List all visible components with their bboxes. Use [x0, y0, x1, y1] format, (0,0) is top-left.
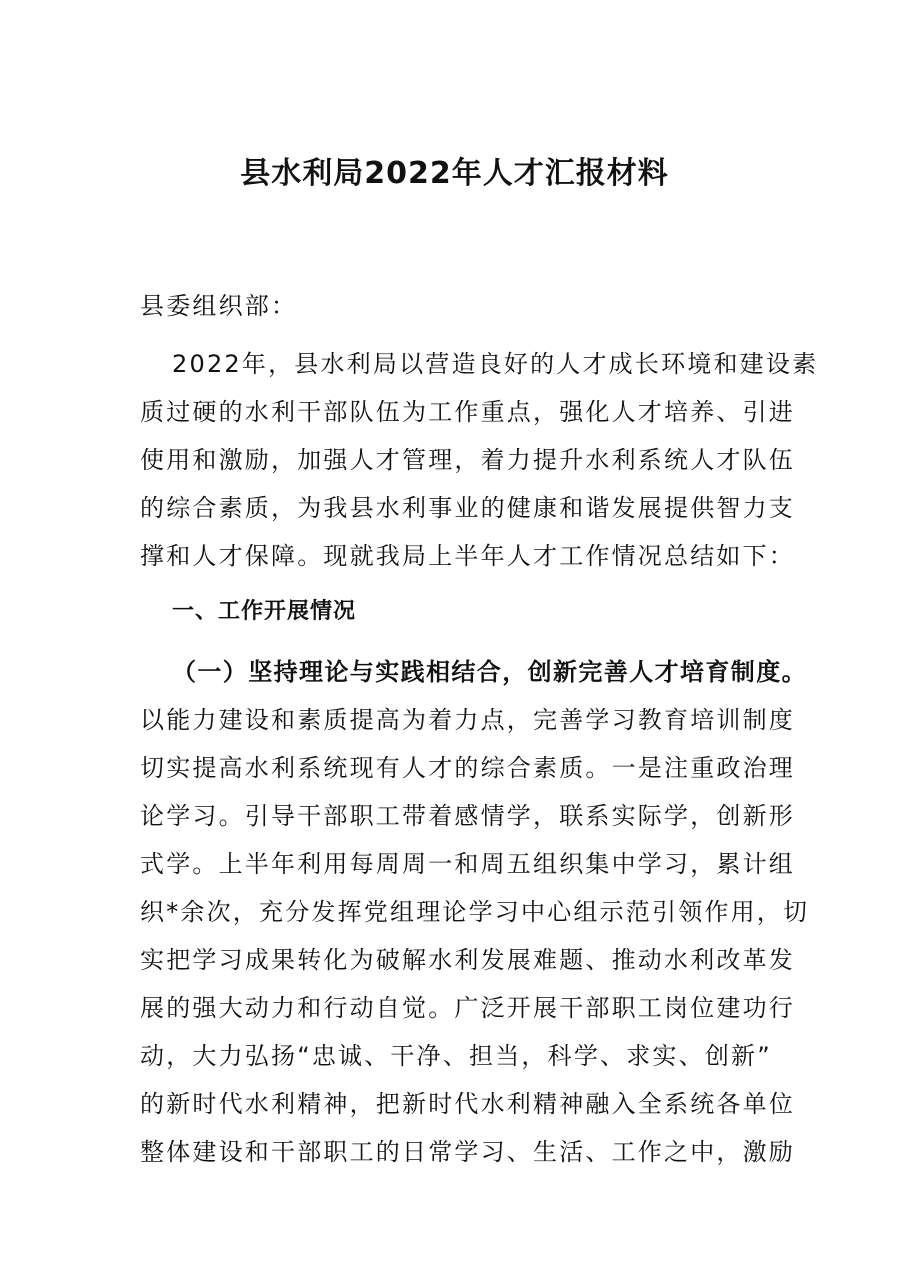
intro-line: 2022年，县水利局以营造良好的人才成长环境和建设素 — [172, 350, 819, 378]
body-line: 整体建设和干部职工的日常学习、生活、工作之中，激励 — [140, 1138, 795, 1166]
document-title: 县水利局2022年人才汇报材料 — [240, 156, 669, 191]
section-heading: 一、工作开展情况 — [172, 599, 357, 624]
body-line: 展的强大动力和行动自觉。广泛开展干部职工岗位建功行 — [140, 994, 795, 1022]
subsection-heading: （一）坚持理论与实践相结合，创新完善人才培育制度。 — [172, 658, 807, 686]
body-line: 实把学习成果转化为破解水利发展难题、推动水利改革发 — [140, 946, 795, 974]
body-line: 切实提高水利系统现有人才的综合素质。一是注重政治理 — [140, 754, 795, 782]
body-line: 论学习。引导干部职工带着感情学，联系实际学，创新形 — [140, 802, 795, 830]
intro-line: 撑和人才保障。现就我局上半年人才工作情况总结如下： — [140, 542, 795, 570]
body-line: 动，大力弘扬“忠诚、干净、担当，科学、求实、创新” — [140, 1042, 772, 1070]
body-line: 的新时代水利精神，把新时代水利精神融入全系统各单位 — [140, 1090, 795, 1118]
body-line: 织*余次，充分发挥党组理论学习中心组示范引领作用，切 — [140, 898, 810, 926]
intro-line: 使用和激励，加强人才管理，着力提升水利系统人才队伍 — [140, 446, 795, 474]
body-line: 以能力建设和素质提高为着力点，完善学习教育培训制度 — [140, 706, 795, 734]
body-line: 式学。上半年利用每周周一和周五组织集中学习，累计组 — [140, 850, 795, 878]
intro-line: 的综合素质，为我县水利事业的健康和谐发展提供智力支 — [140, 494, 795, 522]
salutation: 县委组织部： — [140, 292, 298, 320]
intro-line: 质过硬的水利干部队伍为工作重点，强化人才培养、引进 — [140, 398, 795, 426]
